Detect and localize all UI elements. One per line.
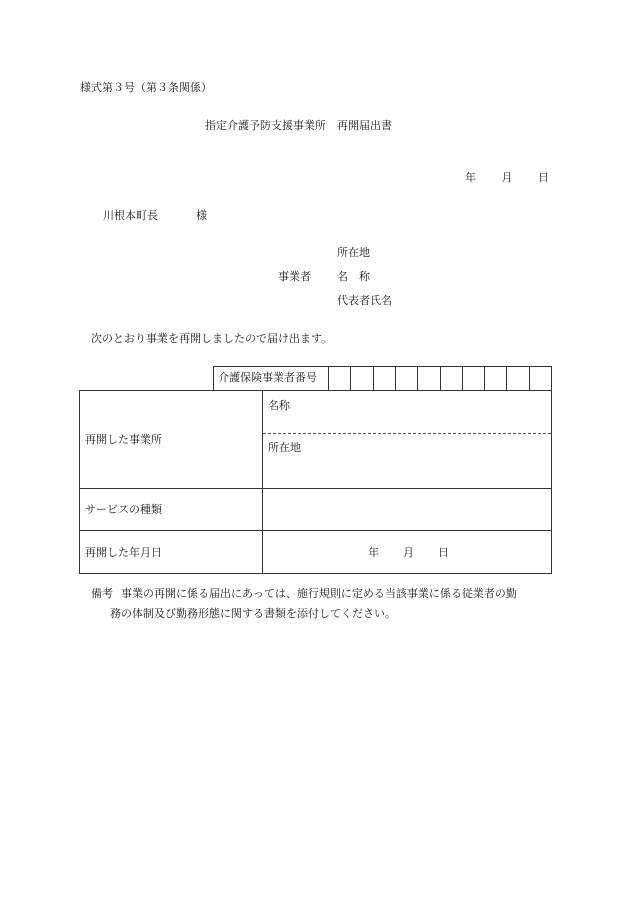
service-type-field[interactable] [264, 491, 550, 528]
dashed-divider [263, 433, 551, 434]
submission-date [465, 172, 549, 183]
table-border [262, 390, 263, 574]
applicant-representative-label: 代表者氏名 [337, 294, 392, 307]
remarks-line-1: 事業の再開に係る届出にあっては、施行規則に定める当該事業に係る従業者の勤 [121, 587, 517, 600]
remarks-note [91, 584, 561, 624]
digit-box-divider [462, 366, 463, 390]
digit-box-divider [328, 366, 329, 390]
date-year-label: 年 [465, 171, 476, 184]
form-number: 様式第３号（第３条関係） [80, 81, 212, 94]
applicant-name-label: 名 称 [337, 270, 370, 283]
office-label: 再開した事業所 [85, 433, 162, 446]
digit-box-divider [395, 366, 396, 390]
reopen-date-year-label[interactable]: 年 [368, 546, 379, 559]
date-day-label: 日 [538, 171, 549, 184]
digit-box-divider [440, 366, 441, 390]
service-type-label: サービスの種類 [85, 503, 162, 516]
digit-box-divider [417, 366, 418, 390]
digit-box-divider [484, 366, 485, 390]
digit-box-divider [373, 366, 374, 390]
table-border [551, 366, 552, 574]
table-border [79, 488, 552, 489]
statement-text: 次のとおり事業を再開しましたので届け出ます。 [91, 332, 333, 345]
office-address-label: 所在地 [268, 441, 301, 454]
office-name-field[interactable] [264, 414, 550, 432]
remarks-line-2: 務の体制及び勤務形態に関する書類を添付してください。 [110, 607, 396, 620]
digit-box-divider [506, 366, 507, 390]
table-border [213, 366, 214, 390]
reopen-date-month-label[interactable]: 月 [403, 546, 414, 559]
table-border [79, 390, 552, 391]
applicant-address-label: 所在地 [337, 246, 370, 259]
digit-box-divider [350, 366, 351, 390]
table-border [79, 573, 552, 574]
digit-box-divider [529, 366, 530, 390]
insurer-number-label: 介護保険事業者番号 [218, 371, 317, 384]
document-title: 指定介護予防支援事業所 再開届出書 [205, 119, 392, 132]
table-border [79, 390, 80, 574]
addressee-name: 川根本町長 [103, 209, 158, 222]
reopen-date-label: 再開した年月日 [85, 546, 162, 559]
office-name-label: 名称 [268, 399, 290, 412]
table-border [213, 366, 552, 367]
addressee-honorific: 様 [196, 209, 207, 222]
table-border [79, 530, 552, 531]
office-address-field[interactable] [264, 456, 550, 486]
date-month-label: 月 [501, 171, 513, 184]
remarks-label: 備考 [91, 587, 113, 600]
applicant-group-label: 事業者 [278, 270, 311, 283]
reopen-date-day-label[interactable]: 日 [438, 546, 449, 559]
